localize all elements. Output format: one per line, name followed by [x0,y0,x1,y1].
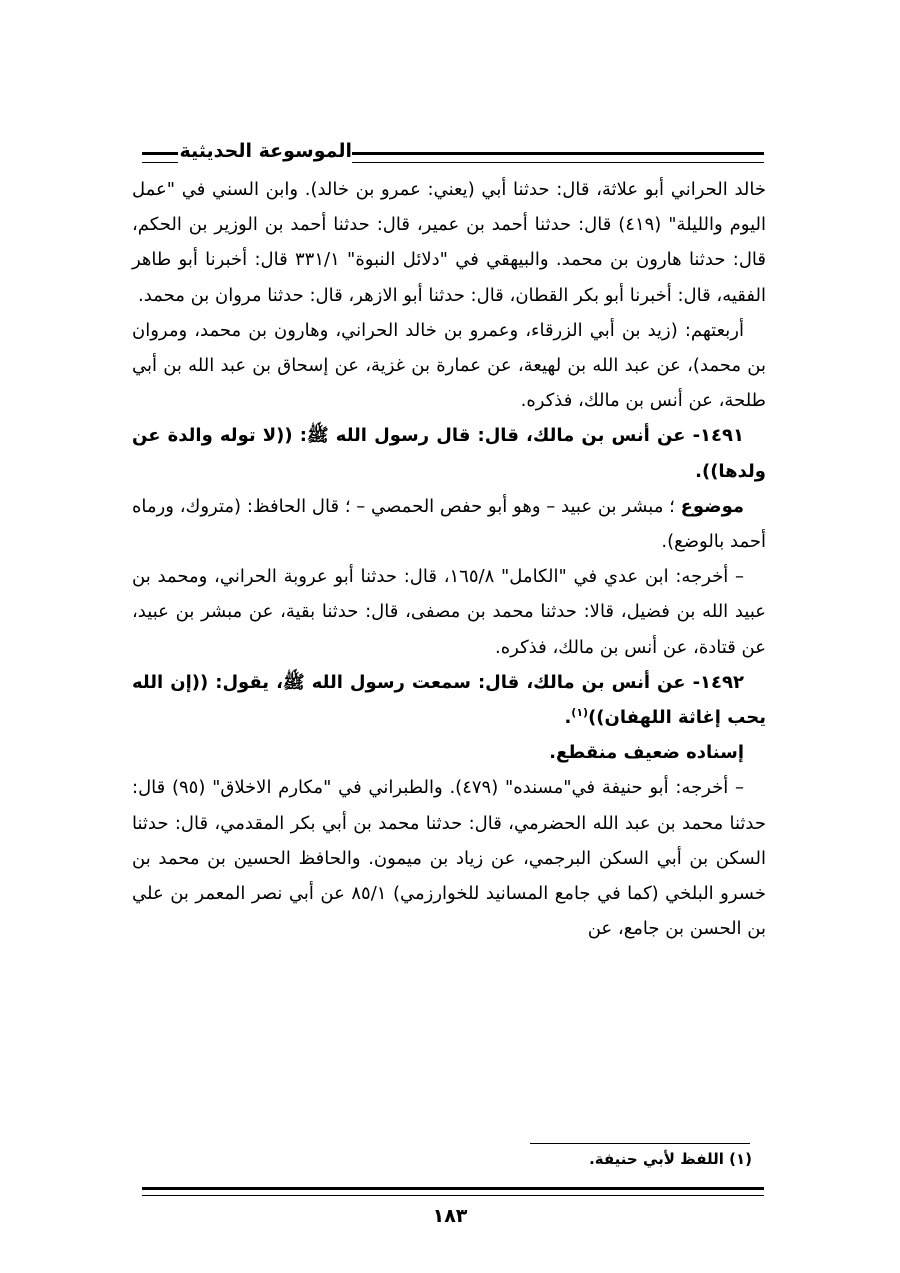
footnote: (١) اللفظ لأبي حنيفة. [589,1150,752,1168]
footnote-separator [530,1143,750,1144]
grading-1492: إسناده ضعيف منقطع. [549,742,744,764]
hadith-1492-text: ١٤٩٢- عن أنس بن مالك، قال: سمعت رسول الله ﷺ، يقول: ((إن الله يحب إغاثة اللهفان)) [132,671,766,729]
hadith-1491: ١٤٩١- عن أنس بن مالك، قال: قال رسول الله ﷺ: ((لا توله والدة عن ولدها)). [132,425,766,482]
takhrij-1492: – أخرجه: أبو حنيفة في"مسنده" (٤٧٩). والطبراني في "مكارم الاخلاق" (٩٥) قال: حدثنا محمد بن عبد الله الحضرمي، قال: حدثنا محمد بن أبي بكر المقدمي، قال: حدثنا السكن بن أبي السكن البرجمي، عن زياد بن ميمون. والحافظ الحسين بن محمد بن خسرو البلخي (كما في جامع المسانيد للخوارزمي) ٨٥/١ عن أبي نصر المعمر بن علي بن الحسن بن جامع، عن [132,777,766,940]
header-title: الموسوعة الحديثية [179,140,352,162]
footnote-marker[interactable]: (١) [571,706,589,720]
grading-text: ؛ مبشر بن عبيد – وهو أبو حفص الحمصي – ؛ قال الحافظ: (متروك، ورماه أحمد بالوضع). [132,495,766,553]
hadith-1492-end: . [564,707,572,729]
footer-rule [142,1187,764,1196]
grading-1491 [132,489,766,559]
running-header [142,140,764,170]
main-text [132,172,766,946]
grading-label: موضوع [680,495,744,517]
page-number: ١٨٣ [432,1205,468,1227]
header-rule-right [352,152,764,163]
takhrij-1491: – أخرجه: ابن عدي في "الكامل" ١٦٥/٨، قال: حدثنا أبو عروبة الحراني، ومحمد بن عبيد الله بن فضيل، قالا: حدثنا محمد بن مصفى، قال: حدثنا بقية، عن مبشر بن عبيد، عن قتادة، عن أنس بن مالك، فذكره. [132,566,766,658]
paragraph-chain: أربعتهم: (زيد بن أبي الزرقاء، وعمرو بن خالد الحراني، وهارون بن محمد، ومروان بن محمد)، عن عبد الله بن لهيعة، عن عمارة بن غزية، عن إسحاق بن عبد الله بن أبي طلحة، عن أنس بن مالك، فذكره. [132,319,766,412]
paragraph-sources: خالد الحراني أبو علاثة، قال: حدثنا أبي (يعني: عمرو بن خالد). وابن السني في "عمل اليوم والليلة" (٤١٩) قال: حدثنا أحمد بن عمير، قال: حدثنا أحمد بن الوزير بن الحكم، قال: حدثنا هارون بن محمد. والبيهقي في "دلائل النبوة" ٣٣١/١ قال: أخبرنا أبو طاهر الفقيه، قال: أخبرنا أبو بكر القطان، قال: حدثنا أبو الازهر، قال: حدثنا مروان بن محمد. [132,179,766,306]
hadith-1492 [132,665,766,735]
header-rule-left [142,152,178,163]
